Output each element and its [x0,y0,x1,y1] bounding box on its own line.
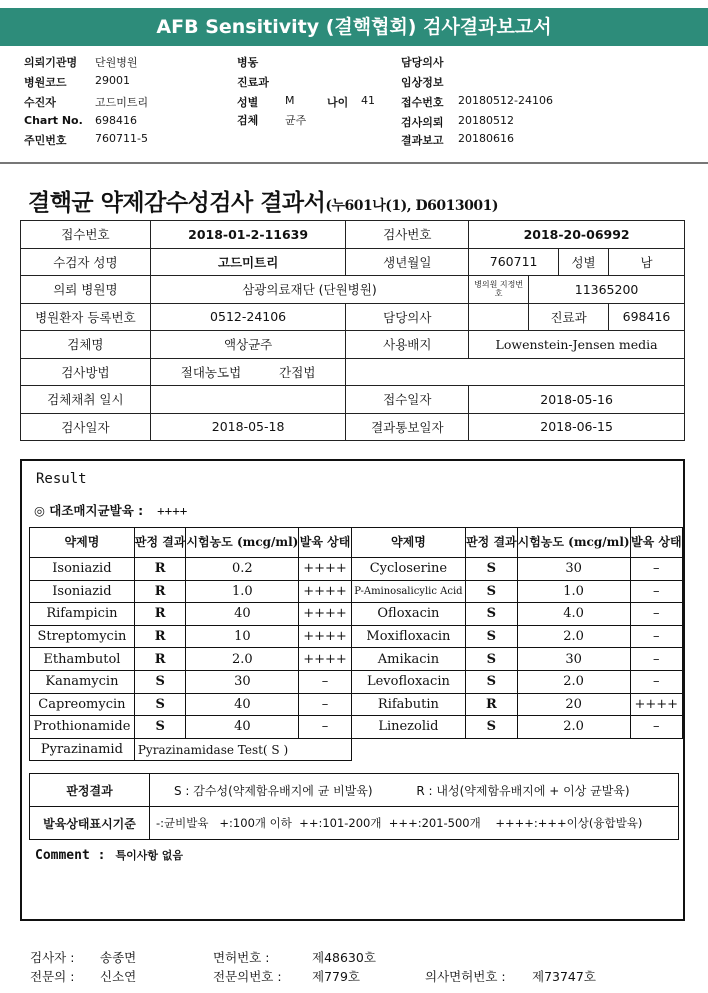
right-growth: – [630,648,682,671]
col-growth-left: 발육 상태 [299,528,351,558]
right-growth: – [630,625,682,648]
left-judgement: S [134,693,186,716]
age-label: 나이 [327,96,349,109]
drug-row [30,648,683,671]
right-concentration: 20 [517,693,630,716]
request-value: 20180512 [458,114,514,127]
right-drug-name: Ofloxacin [351,603,465,626]
hospital-name-label: 의뢰기관명 [24,56,78,69]
right-concentration: 30 [517,648,630,671]
right-judgement: S [466,558,518,581]
collection-value [150,386,346,414]
drug-row [30,558,683,581]
right-judgement: S [466,716,518,739]
right-concentration: 2.0 [517,670,630,693]
test-date-label: 검사일자 [21,413,151,441]
pyrazinamid-result: Pyrazinamidase Test( S ) [134,738,351,761]
sex-value: M [285,94,295,107]
left-growth: – [299,693,351,716]
sex-value-cell: 남 [609,248,685,276]
department-label: 진료과 [529,303,609,331]
dob-label: 생년월일 [346,248,469,276]
left-judgement: R [134,580,186,603]
chart-no-label: Chart No. [24,114,83,127]
left-drug-name: Ethambutol [30,648,135,671]
drug-row [30,603,683,626]
received-value: 2018-05-16 [469,386,685,414]
method-empty-cell [346,358,685,386]
method-label: 검사방법 [21,358,151,386]
specimen-label: 검체 [237,114,259,127]
hospital-code-label: 병원코드 [24,76,67,89]
notify-label: 결과통보일자 [346,413,469,441]
document-title [28,184,498,217]
right-judgement: R [466,693,518,716]
left-growth: – [299,670,351,693]
left-drug-name: Streptomycin [30,625,135,648]
right-concentration: 30 [517,558,630,581]
right-judgement: S [466,648,518,671]
right-growth: ++++ [630,693,682,716]
left-judgement: R [134,648,186,671]
right-judgement: S [466,580,518,603]
right-growth: – [630,716,682,739]
hospital-label-cell: 의뢰 병원명 [21,276,151,304]
right-drug-name: P-Aminosalicylic Acid [351,580,465,603]
right-growth: – [630,580,682,603]
judgement-legend-s: S : 감수성(약제함유배지에 균 비발육) [174,783,373,798]
drug-row [30,580,683,603]
left-concentration: 40 [186,603,299,626]
receipt-no-label: 접수번호 [21,221,151,249]
hospital-code-value-cell: 11365200 [529,276,685,304]
specialist-license-value: 제779호 [312,969,361,984]
growth-legend-text: -:균비발육 +:100개 이하 ++:101-200개 +++:201-500개 ++++:+++이상(융합발육) [150,807,679,840]
attending-doctor-label: 담당의사 [346,303,469,331]
patient-label: 수진자 [24,96,56,109]
left-judgement: S [134,716,186,739]
specimen-name-value: 액상균주 [150,331,346,359]
left-concentration: 10 [186,625,299,648]
right-concentration: 4.0 [517,603,630,626]
method-indirect: 간접법 [279,364,316,380]
left-judgement: R [134,625,186,648]
right-drug-name: Amikacin [351,648,465,671]
left-judgement: R [134,558,186,581]
hospital-name-value: 단원병원 [95,56,138,69]
test-no-value: 2018-20-06992 [469,221,685,249]
left-growth: ++++ [299,625,351,648]
hospital-code-label-cell: 병의원 지정번호 [469,276,529,304]
doctor-license-value: 제73747호 [532,969,596,984]
document-title-code: (누601나(1), D6013001) [325,198,498,214]
left-concentration: 40 [186,693,299,716]
doctor-license-label: 의사면허번호 : [425,969,506,984]
right-growth: – [630,670,682,693]
age-value: 41 [361,94,375,107]
left-growth: ++++ [299,558,351,581]
col-concentration-left: 시험농도 (mcg/ml) [186,528,299,558]
medium-label: 사용배지 [346,331,469,359]
result-label: Result [36,471,87,487]
doctor-label: 담당의사 [401,56,444,69]
comment [35,847,183,863]
comment-value: 특이사항 없음 [115,849,184,862]
left-drug-name: Capreomycin [30,693,135,716]
judgement-legend-r: R : 내성(약제함유배지에 + 이상 균발육) [416,783,630,798]
right-drug-name: Levofloxacin [351,670,465,693]
right-growth: – [630,558,682,581]
control-growth [34,501,187,519]
left-drug-name: Isoniazid [30,558,135,581]
report-header [0,50,708,160]
control-growth-label: ◎ 대조매지균발육 : [34,503,144,518]
left-concentration: 40 [186,716,299,739]
accession-label: 접수번호 [401,96,444,109]
col-concentration-right: 시험농도 (mcg/ml) [517,528,630,558]
left-drug-name: Rifampicin [30,603,135,626]
right-concentration: 2.0 [517,625,630,648]
report-title: AFB Sensitivity (결핵협회) 검사결과보고서 [0,8,708,46]
registration-label: 병원환자 등록번호 [21,303,151,331]
drug-row [30,625,683,648]
drug-row [30,716,683,739]
report-date-label: 결과보고 [401,134,444,147]
method-absolute: 절대농도법 [180,364,242,380]
medium-value: Lowenstein-Jensen media [469,331,685,359]
col-drug-right: 약제명 [351,528,465,558]
examiner-label: 검사자 : [30,950,75,965]
left-growth: – [299,716,351,739]
accession-value: 20180512-24106 [458,94,553,107]
legend-table [29,773,679,840]
right-concentration: 1.0 [517,580,630,603]
document-title-main: 결핵균 약제감수성검사 결과서 [28,189,326,216]
right-drug-name: Moxifloxacin [351,625,465,648]
right-drug-name: Cycloserine [351,558,465,581]
left-growth: ++++ [299,603,351,626]
specialist-value: 신소연 [100,969,137,984]
right-drug-name: Rifabutin [351,693,465,716]
drug-row [30,670,683,693]
left-concentration: 30 [186,670,299,693]
examiner-value: 송종면 [100,950,137,965]
hospital-code-value: 29001 [95,74,130,87]
col-growth-right: 발육 상태 [630,528,682,558]
notify-value: 2018-06-15 [469,413,685,441]
header-divider [0,162,708,164]
specimen-value: 균주 [285,114,307,127]
receipt-no-value: 2018-01-2-11639 [150,221,346,249]
right-judgement: S [466,625,518,648]
sex-label-cell: 성별 [559,248,609,276]
right-judgement: S [466,603,518,626]
attending-doctor-value [469,303,529,331]
specialist-label: 전문의 : [30,969,75,984]
judgement-legend-text [150,774,679,807]
report-date-value: 20180616 [458,132,514,145]
clinical-info-label: 임상정보 [401,76,444,89]
left-drug-name: Prothionamide [30,716,135,739]
left-growth: ++++ [299,648,351,671]
license-label: 면허번호 : [213,950,270,965]
left-concentration: 0.2 [186,558,299,581]
judgement-legend-label: 판정결과 [30,774,150,807]
col-drug-left: 약제명 [30,528,135,558]
col-judgement-left: 판정 결과 [134,528,186,558]
ward-label: 병동 [237,56,259,69]
specimen-name-label: 검체명 [21,331,151,359]
dept-label: 진료과 [237,76,269,89]
growth-legend-label: 발육상태표시기준 [30,807,150,840]
pyrazinamid-empty [351,738,682,761]
license-value: 제48630호 [312,950,376,965]
sex-label: 성별 [237,96,259,109]
comment-label: Comment : [35,848,106,863]
left-growth: ++++ [299,580,351,603]
patient-name-label: 수검자 성명 [21,248,151,276]
control-growth-value: ++++ [157,503,188,518]
id-no-label: 주민번호 [24,134,67,147]
hospital-value-cell: 삼광의료재단 (단원병원) [150,276,468,304]
collection-label: 검체채취 일시 [21,386,151,414]
method-value [150,358,346,386]
patient-info-table [20,220,685,441]
left-concentration: 1.0 [186,580,299,603]
pyrazinamid-name: Pyrazinamid [30,738,135,761]
left-drug-name: Kanamycin [30,670,135,693]
dob-value: 760711 [469,248,559,276]
drug-table [29,527,683,761]
chart-no-value: 698416 [95,114,137,127]
right-concentration: 2.0 [517,716,630,739]
request-label: 검사의뢰 [401,116,444,129]
drug-row [30,693,683,716]
left-drug-name: Isoniazid [30,580,135,603]
patient-value: 고드미트리 [95,96,149,109]
right-judgement: S [466,670,518,693]
left-judgement: S [134,670,186,693]
department-value: 698416 [609,303,685,331]
registration-value: 0512-24106 [150,303,346,331]
right-drug-name: Linezolid [351,716,465,739]
received-label: 접수일자 [346,386,469,414]
test-date-value: 2018-05-18 [150,413,346,441]
test-no-label: 검사번호 [346,221,469,249]
specialist-license-label: 전문의번호 : [213,969,282,984]
result-section [20,459,685,921]
col-judgement-right: 판정 결과 [466,528,518,558]
id-no-value: 760711-5 [95,132,148,145]
left-concentration: 2.0 [186,648,299,671]
left-judgement: R [134,603,186,626]
patient-name-value: 고드미트리 [150,248,346,276]
right-growth: – [630,603,682,626]
